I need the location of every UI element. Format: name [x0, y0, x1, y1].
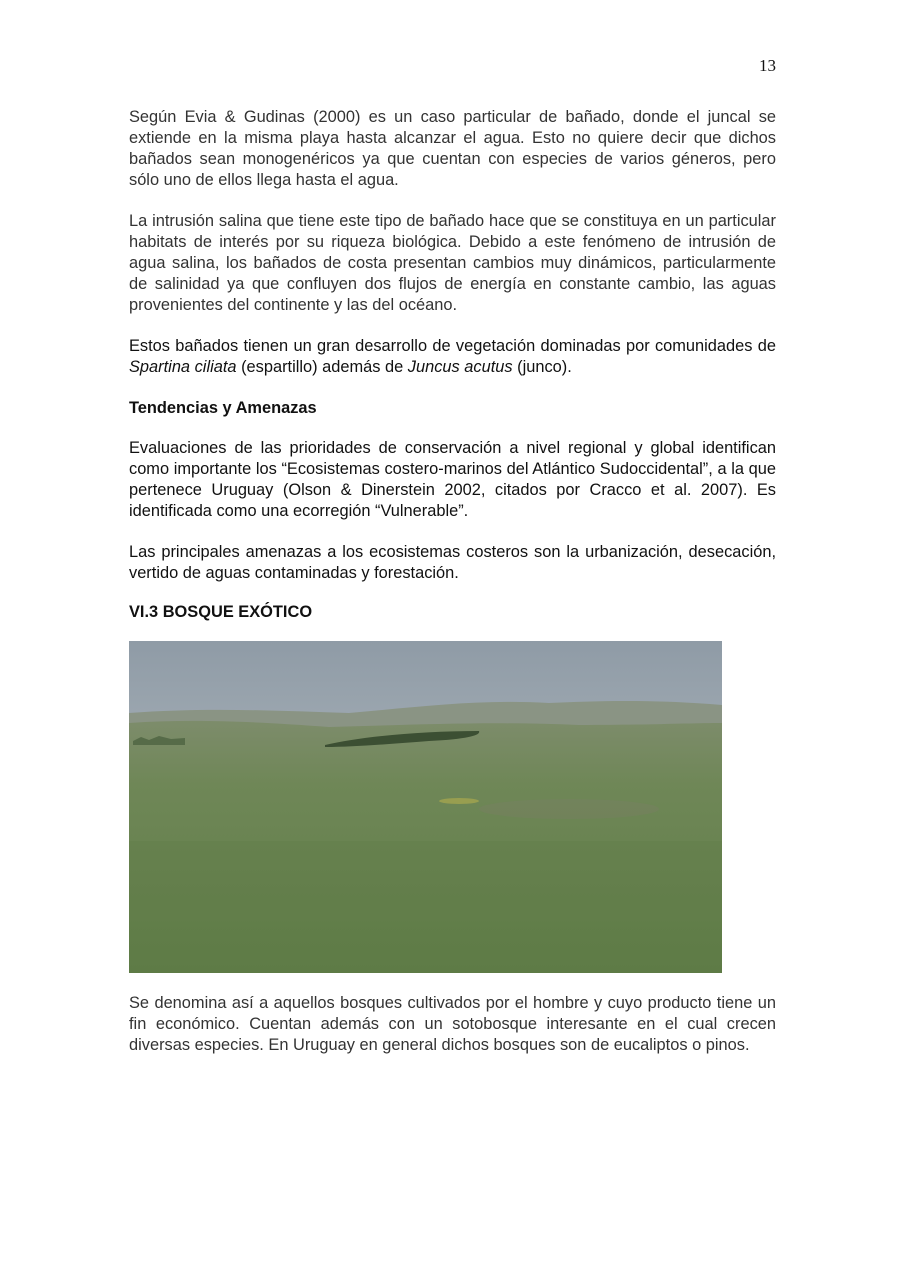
paragraph-bosque-definition: Se denomina así a aquellos bosques cultivados por el hombre y cuyo producto tiene un fin económico. Cuentan además con un sotobosque interesante en el cual crecen diversas especies. En Uruguay en general dichos bosques son de eucaliptos o pinos.: [129, 994, 776, 1054]
paragraph-vegetacion: [129, 336, 776, 378]
species-juncus: Juncus acutus: [407, 358, 513, 376]
paragraph-intrusion-salina: La intrusión salina que tiene este tipo de bañado hace que se constituya en un particular habitats de interés por su riqueza biológica. Debido a este fenómeno de intrusión de agua salina, los bañados de costa presentan cambios muy dinámicos, particularmente de salinidad ya que confluyen dos flujos de energía en constante cambio, las aguas provenientes del continente y las del océano.: [129, 212, 776, 314]
paragraph-banado-definition: Según Evia & Gudinas (2000) es un caso particular de bañado, donde el juncal se extiende en la misma playa hasta alcanzar el agua. Esto no quiere decir que dichos bañados sean monogenéricos ya que cuentan con especies de varios géneros, pero sólo uno de ellos llega hasta el agua.: [129, 108, 776, 189]
vegetacion-text-1: Estos bañados tienen un gran desarrollo de vegetación dominadas por comunidades de: [129, 337, 776, 355]
vegetacion-text-3: (junco).: [512, 358, 572, 376]
species-spartina: Spartina ciliata: [129, 358, 237, 376]
page-number: 13: [759, 56, 776, 75]
section-heading-bosque-exotico: VI.3 BOSQUE EXÓTICO: [129, 603, 313, 621]
landscape-photo-svg: [129, 641, 722, 973]
heading-tendencias-amenazas: Tendencias y Amenazas: [129, 399, 317, 417]
landscape-photo: [129, 641, 722, 973]
paragraph-evaluaciones: Evaluaciones de las prioridades de conservación a nivel regional y global identifican como importante los “Ecosistemas costero-marinos del Atlántico Sudoccidental”, a la que pertenece Uruguay (Olson & Dinerstein 2002, citados por Cracco et al. 2007). Es identificada como una ecorregión “Vulnerable”.: [129, 439, 776, 520]
vegetacion-text-2: (espartillo) además de: [236, 358, 408, 376]
document-body: [129, 107, 776, 1076]
bare-patch: [479, 799, 659, 819]
foreground-grass: [129, 841, 722, 973]
paragraph-amenazas: Las principales amenazas a los ecosistemas costeros son la urbanización, desecación, vertido de aguas contaminadas y forestación.: [129, 543, 776, 582]
yellow-flowers: [439, 798, 479, 804]
